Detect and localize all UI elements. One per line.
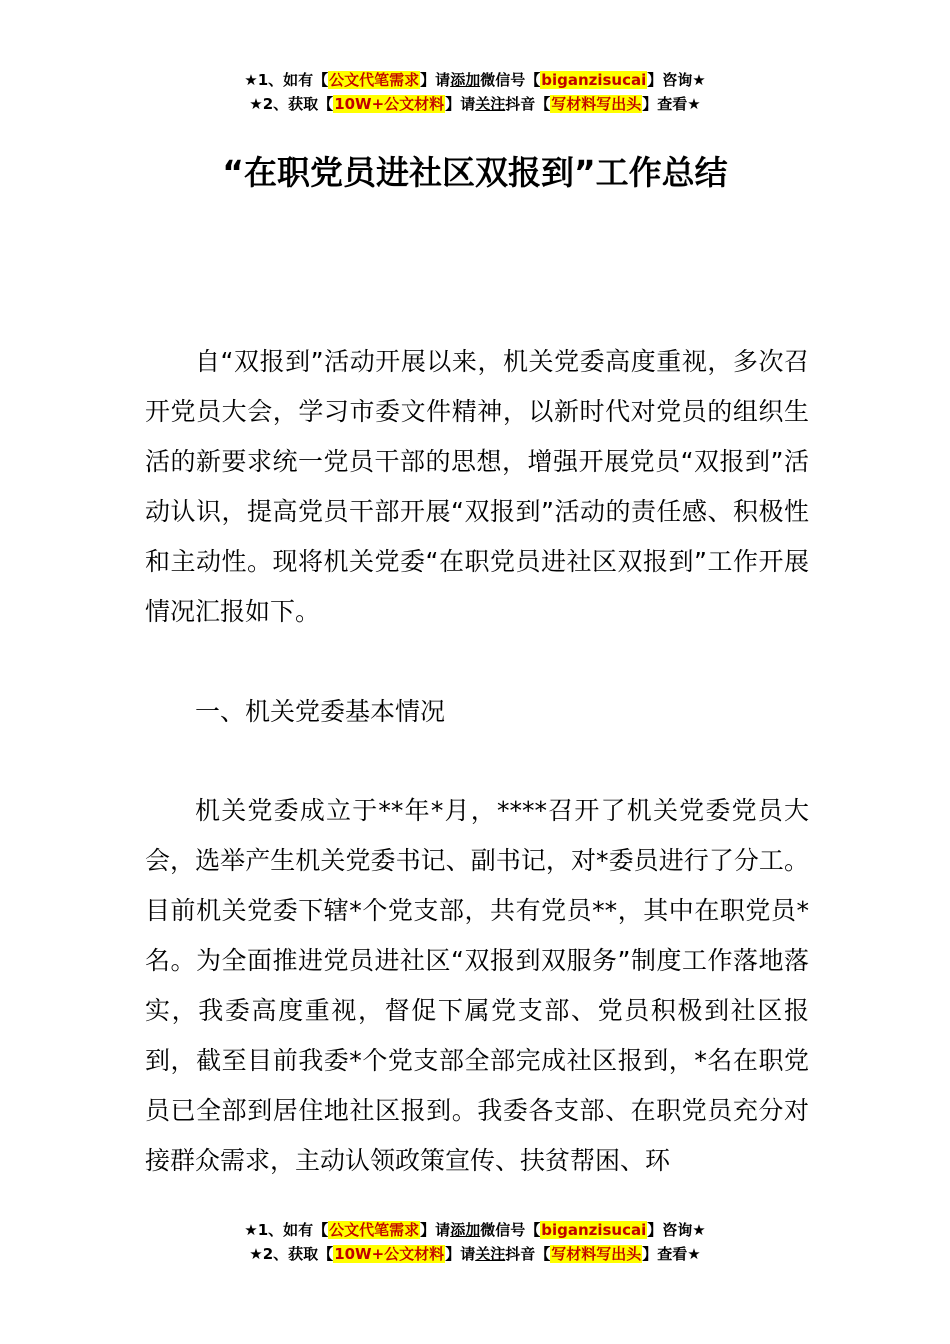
promo-text: 】请	[445, 95, 476, 113]
section-1-heading: 一、机关党委基本情况	[195, 697, 446, 726]
promo-text: 微信号【	[480, 71, 541, 89]
wechat-id-highlight: biganzisucai	[541, 1221, 647, 1239]
header-promo-line-2	[0, 92, 950, 116]
section-1-paragraph-block	[145, 786, 809, 1186]
intro-paragraph-block	[145, 337, 809, 637]
promo-text: ★1、如有【	[244, 71, 329, 89]
promo-text: 】请	[445, 1245, 476, 1263]
douyin-account-highlight: 写材料写出头	[551, 1245, 642, 1263]
promo-underlined-text: 关注	[475, 1245, 506, 1263]
footer-promo	[0, 1218, 950, 1266]
promo-highlight: 公文代笔需求	[329, 1221, 420, 1239]
douyin-account-highlight: 写材料写出头	[551, 95, 642, 113]
promo-text: ★2、获取【	[249, 95, 334, 113]
section-1-paragraph: 机关党委成立于**年*月，****召开了机关党委党员大会，选举产生机关党委书记、副书记，对*委员进行了分工。目前机关党委下辖*个党支部，共有党员**，其中在职党员*名。为全面推进党员进社区“双报到双服务”制度工作落地落实，我委高度重视，督促下属党支部、党员积极到社区报到，截至目前我委*个党支部全部完成社区报到，*名在职党员已全部到居住地社区报到。我委各支部、在职党员充分对接群众需求，主动认领政策宣传、扶贫帮困、环	[145, 796, 809, 1175]
promo-text: 】查看★	[642, 95, 701, 113]
promo-underlined-text: 添加	[450, 1221, 481, 1239]
wechat-id-highlight: biganzisucai	[541, 71, 647, 89]
promo-underlined-text: 添加	[450, 71, 481, 89]
promo-text: ★2、获取【	[249, 1245, 334, 1263]
document-title: “在职党员进社区双报到”工作总结	[222, 153, 728, 192]
footer-promo-line-1	[0, 1218, 950, 1242]
promo-text: 】请	[420, 71, 451, 89]
promo-text: ★1、如有【	[244, 1221, 329, 1239]
promo-highlight: 10W+公文材料	[334, 95, 445, 113]
section-heading-block	[145, 687, 809, 737]
promo-highlight: 10W+公文材料	[334, 1245, 445, 1263]
header-promo-line-1	[0, 68, 950, 92]
promo-text: 】请	[420, 1221, 451, 1239]
promo-text: 微信号【	[480, 1221, 541, 1239]
promo-text: 】咨询★	[647, 71, 706, 89]
promo-text: 抖音【	[505, 1245, 551, 1263]
promo-highlight: 公文代笔需求	[329, 71, 420, 89]
intro-paragraph: 自“双报到”活动开展以来，机关党委高度重视，多次召开党员大会，学习市委文件精神，以新时代对党员的组织生活的新要求统一党员干部的思想，增强开展党员“双报到”活动认识，提高党员干部开展“双报到”活动的责任感、积极性和主动性。现将机关党委“在职党员进社区双报到”工作开展情况汇报如下。	[145, 347, 809, 626]
promo-text: 】咨询★	[647, 1221, 706, 1239]
promo-underlined-text: 关注	[475, 95, 506, 113]
promo-text: 抖音【	[505, 95, 551, 113]
header-promo	[0, 68, 950, 116]
promo-text: 】查看★	[642, 1245, 701, 1263]
footer-promo-line-2	[0, 1242, 950, 1266]
